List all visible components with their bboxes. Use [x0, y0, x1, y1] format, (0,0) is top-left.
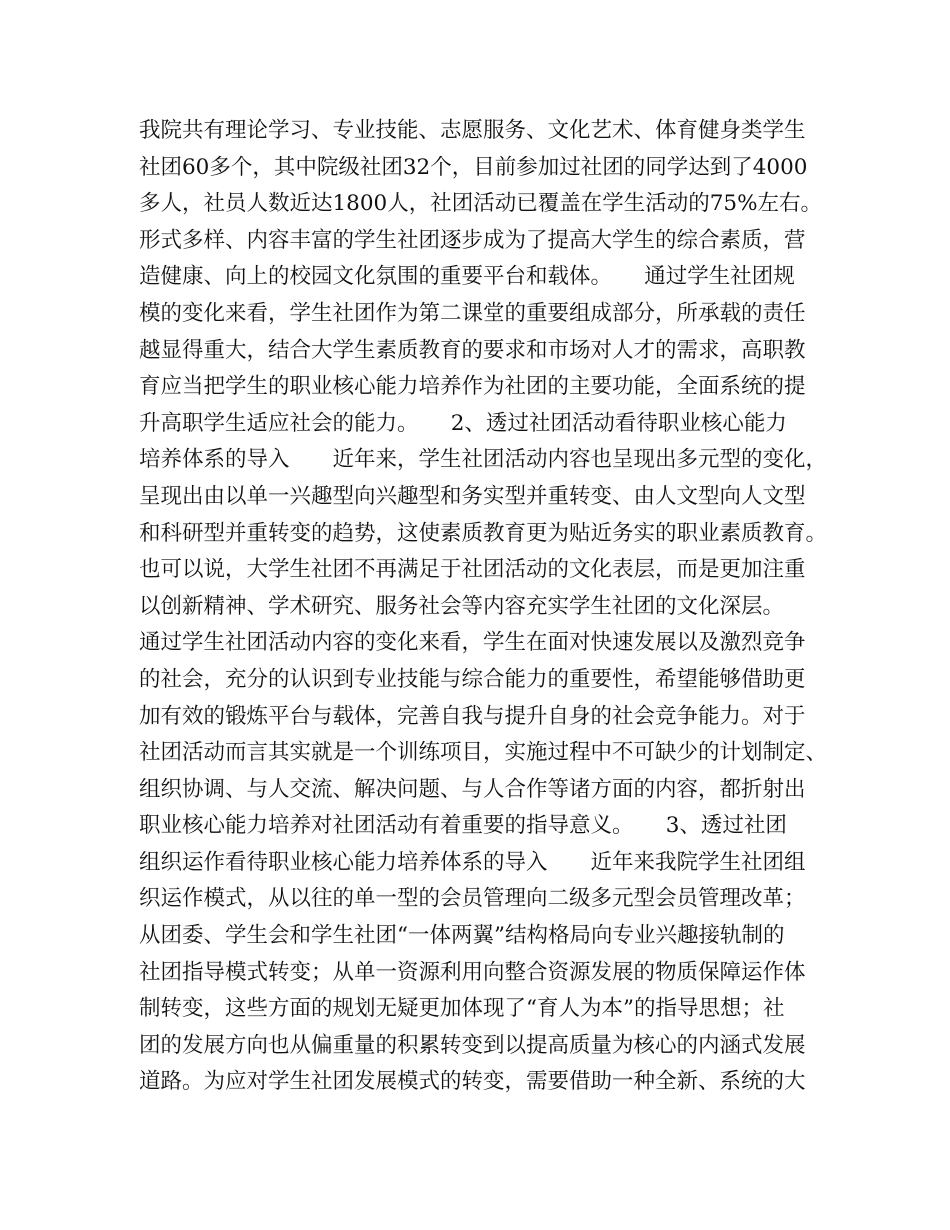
text-line: 培养体系的导入 近年来，学生社团活动内容也呈现出多元型的变化， [139, 447, 828, 473]
text-line: 加有效的锻炼平台与载体，完善自我与提升自身的社会竞争能力。对于 [139, 703, 806, 729]
text-line: 育应当把学生的职业核心能力培养作为社团的主要功能，全面系统的提 [139, 374, 806, 400]
text-line: 形式多样、内容丰富的学生社团逐步成为了提高大学生的综合素质，营 [139, 227, 806, 253]
text-line: 以创新精神、学术研究、服务社会等内容充实学生社团的文化深层。 [139, 593, 785, 619]
text-line: 我院共有理论学习、专业技能、志愿服务、文化艺术、体育健身类学生 [139, 118, 806, 143]
text-line: 从团委、学生会和学生社团“一体两翼”结构格局向专业兴趣接轨制的 [139, 923, 785, 949]
text-line: 社团60多个，其中院级社团32个，目前参加过社团的同学达到了4000 [139, 154, 808, 180]
text-line: 通过学生社团活动内容的变化来看，学生在面对快速发展以及激烈竞争 [139, 630, 806, 656]
text-line: 和科研型并重转变的趋势，这使素质教育更为贴近务实的职业素质教育。 [139, 520, 828, 546]
text-line: 也可以说，大学生社团不再满足于社团活动的文化表层，而是更加注重 [139, 557, 806, 583]
text-line: 升高职学生适应社会的能力。 2、透过社团活动看待职业核心能力 [139, 410, 787, 436]
text-line: 越显得重大，结合大学生素质教育的要求和市场对人才的需求，高职教 [139, 337, 806, 363]
text-line: 社团活动而言其实就是一个训练项目，实施过程中不可缺少的计划制定、 [139, 740, 828, 766]
text-line: 组织运作看待职业核心能力培养体系的导入 近年来我院学生社团组 [139, 849, 806, 875]
text-line: 团的发展方向也从偏重量的积累转变到以提高质量为核心的内涵式发展 [139, 1032, 806, 1058]
text-line: 的社会，充分的认识到专业技能与综合能力的重要性，希望能够借助更 [139, 666, 806, 692]
text-line: 造健康、向上的校园文化氛围的重要平台和载体。 通过学生社团规 [139, 264, 795, 290]
text-line: 制转变，这些方面的规划无疑更加体现了“育人为本”的指导思想；社 [139, 996, 785, 1022]
text-line: 组织协调、与人交流、解决问题、与人合作等诸方面的内容，都折射出 [139, 776, 806, 802]
text-line: 呈现出由以单一兴趣型向兴趣型和务实型并重转变、由人文型向人文型 [139, 483, 806, 509]
text-line: 多人，社员人数近达1800人，社团活动已覆盖在学生活动的75%左右。 [139, 191, 823, 217]
text-line: 模的变化来看，学生社团作为第二课堂的重要组成部分，所承载的责任 [139, 300, 806, 326]
body-text [139, 113, 829, 1101]
text-line: 织运作模式，从以往的单一型的会员管理向二级多元型会员管理改革； [139, 886, 806, 912]
text-line: 职业核心能力培养对社团活动有着重要的指导意义。 3、透过社团 [139, 813, 787, 839]
text-line: 社团指导模式转变；从单一资源利用向整合资源发展的物质保障运作体 [139, 959, 806, 985]
text-line: 道路。为应对学生社团发展模式的转变，需要借助一种全新、系统的大 [139, 1069, 806, 1095]
